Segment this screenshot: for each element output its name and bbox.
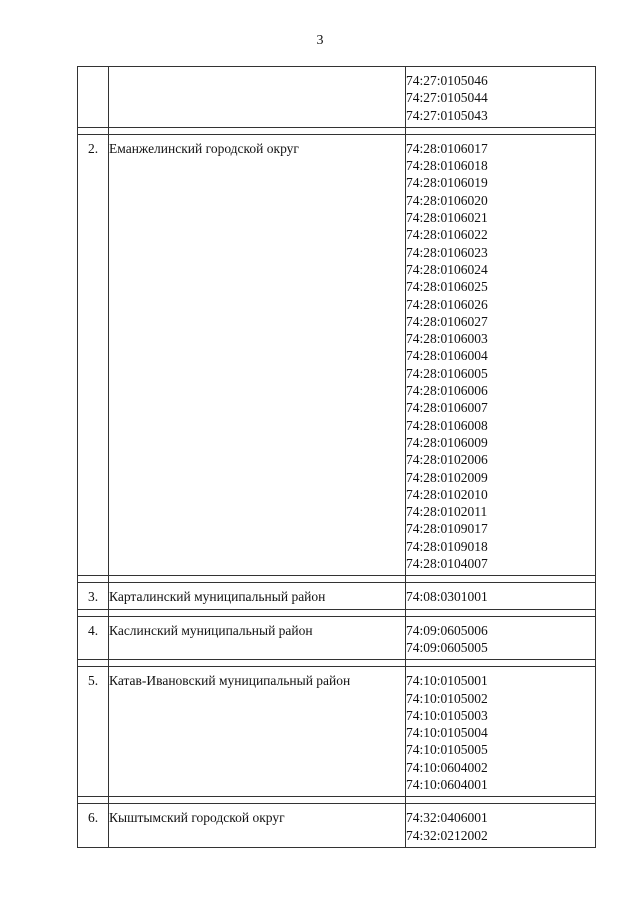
municipality-cell — [109, 583, 406, 609]
cadastral-code: 74:28:0102010 — [406, 486, 488, 502]
row-separator — [78, 576, 596, 583]
municipality-cell — [109, 667, 406, 797]
row-number-cell — [78, 616, 109, 660]
municipality-name: Карталинский муниципальный район — [109, 589, 326, 605]
cadastral-code: 74:28:0106021 — [406, 210, 488, 226]
separator-cell — [109, 609, 406, 616]
cadastral-code: 74:28:0106025 — [406, 279, 488, 295]
municipality-cell — [109, 134, 406, 575]
municipality-cell — [109, 804, 406, 848]
cadastral-code: 74:28:0106026 — [406, 296, 488, 312]
cadastral-code: 74:28:0106003 — [406, 331, 488, 347]
cadastral-code: 74:28:0106020 — [406, 192, 488, 208]
cadastral-code: 74:28:0109018 — [406, 538, 488, 554]
table-row — [78, 616, 596, 660]
cadastral-code: 74:28:0106009 — [406, 434, 488, 450]
separator-cell — [109, 660, 406, 667]
cadastral-code: 74:28:0104007 — [406, 556, 488, 572]
row-number: 6. — [87, 810, 99, 826]
row-number-cell — [78, 134, 109, 575]
municipality-name: Каслинский муниципальный район — [109, 622, 313, 638]
separator-cell — [406, 576, 596, 583]
row-number: 4. — [87, 622, 99, 638]
cadastral-code: 74:09:0605006 — [406, 622, 488, 638]
separator-cell — [78, 127, 109, 134]
cadastral-code: 74:10:0105002 — [406, 690, 488, 706]
cadastral-code: 74:28:0106022 — [406, 227, 488, 243]
separator-cell — [78, 797, 109, 804]
cadastral-code: 74:10:0105004 — [406, 725, 488, 741]
cadastral-code: 74:28:0106008 — [406, 417, 488, 433]
cadastral-code: 74:28:0102011 — [406, 504, 488, 520]
separator-cell — [109, 127, 406, 134]
separator-cell — [78, 576, 109, 583]
municipality-name: Кыштымский городской округ — [109, 810, 285, 826]
separator-cell — [78, 609, 109, 616]
table-row — [78, 804, 596, 848]
cadastral-code: 74:28:0102009 — [406, 469, 488, 485]
cadastral-code: 74:28:0106019 — [406, 175, 488, 191]
cadastral-codes-cell — [406, 616, 596, 660]
cadastral-code: 74:08:0301001 — [406, 589, 488, 605]
cadastral-code: 74:27:0105043 — [406, 107, 488, 123]
table-row — [78, 583, 596, 609]
cadastral-quarters-table — [77, 66, 596, 848]
table-body — [78, 67, 596, 848]
separator-cell — [109, 797, 406, 804]
cadastral-code: 74:28:0106018 — [406, 158, 488, 174]
table-row — [78, 134, 596, 575]
cadastral-code: 74:10:0604002 — [406, 759, 488, 775]
cadastral-codes-cell — [406, 804, 596, 848]
cadastral-code: 74:28:0109017 — [406, 521, 488, 537]
cadastral-code: 74:28:0106017 — [406, 140, 488, 156]
cadastral-codes-cell — [406, 667, 596, 797]
cadastral-code: 74:32:0212002 — [406, 827, 488, 843]
cadastral-code: 74:28:0106007 — [406, 400, 488, 416]
separator-cell — [109, 576, 406, 583]
cadastral-code: 74:28:0106024 — [406, 261, 488, 277]
row-number-cell — [78, 67, 109, 128]
cadastral-code: 74:28:0106004 — [406, 348, 488, 364]
cadastral-code: 74:10:0105003 — [406, 707, 488, 723]
cadastral-code: 74:10:0105001 — [406, 673, 488, 689]
cadastral-codes-cell — [406, 134, 596, 575]
row-separator — [78, 797, 596, 804]
separator-cell — [406, 797, 596, 804]
cadastral-code: 74:10:0105005 — [406, 742, 488, 758]
separator-cell — [406, 127, 596, 134]
row-separator — [78, 609, 596, 616]
municipality-cell — [109, 616, 406, 660]
row-number-cell — [78, 583, 109, 609]
cadastral-code: 74:28:0106027 — [406, 313, 488, 329]
cadastral-code: 74:28:0102006 — [406, 452, 488, 468]
separator-cell — [78, 660, 109, 667]
cadastral-code: 74:32:0406001 — [406, 810, 488, 826]
municipality-cell — [109, 67, 406, 128]
row-separator — [78, 660, 596, 667]
cadastral-codes-cell — [406, 67, 596, 128]
page-number: 3 — [316, 33, 324, 48]
row-number: 5. — [87, 673, 99, 689]
table-row — [78, 67, 596, 128]
row-separator — [78, 127, 596, 134]
row-number: 2. — [87, 140, 99, 156]
cadastral-codes-cell — [406, 583, 596, 609]
cadastral-code: 74:28:0106005 — [406, 365, 488, 381]
cadastral-code: 74:28:0106023 — [406, 244, 488, 260]
separator-cell — [406, 609, 596, 616]
row-number-cell — [78, 804, 109, 848]
cadastral-code: 74:27:0105046 — [406, 73, 488, 88]
cadastral-code: 74:09:0605005 — [406, 639, 488, 655]
row-number: 3. — [87, 589, 99, 605]
cadastral-code: 74:10:0604001 — [406, 776, 488, 792]
municipality-name: Еманжелинский городской округ — [109, 140, 299, 156]
cadastral-code: 74:28:0106006 — [406, 383, 488, 399]
municipality-name: Катав-Ивановский муниципальный район — [109, 673, 351, 689]
separator-cell — [406, 660, 596, 667]
table-row — [78, 667, 596, 797]
row-number-cell — [78, 667, 109, 797]
cadastral-code: 74:27:0105044 — [406, 90, 488, 106]
